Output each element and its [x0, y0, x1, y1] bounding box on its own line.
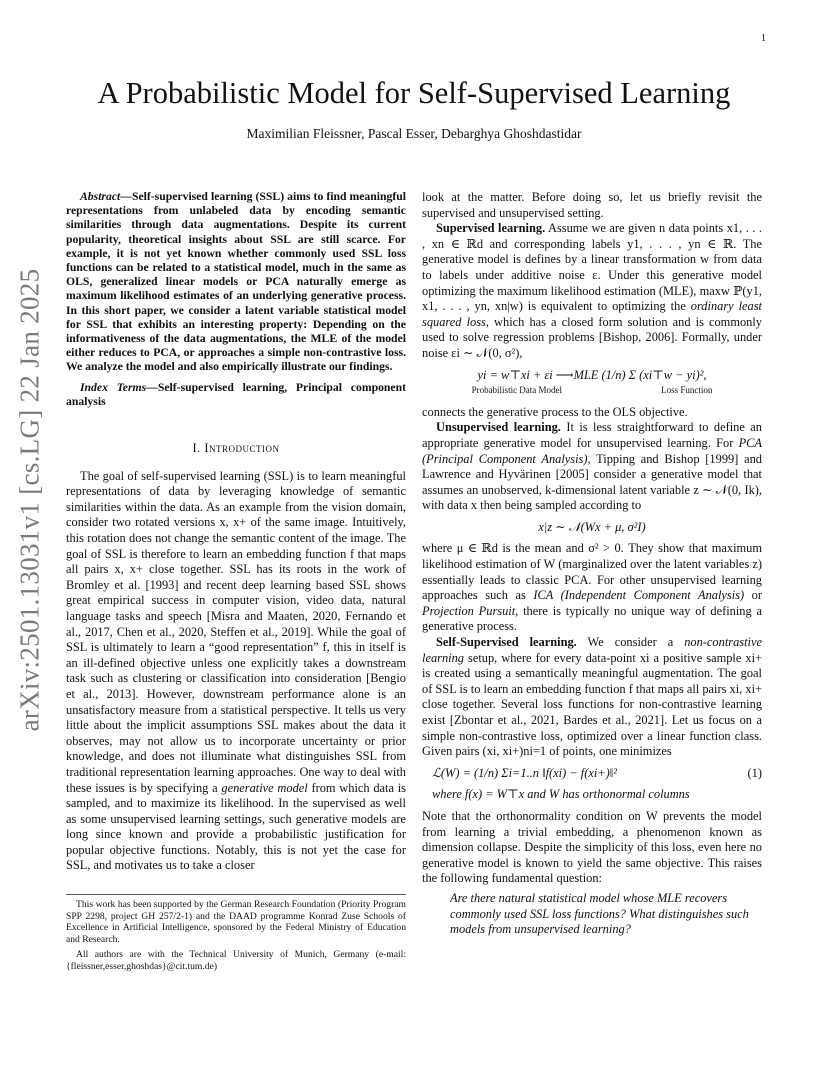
index-terms	[66, 381, 406, 409]
section-heading-introduction: I. Introduction	[192, 441, 280, 456]
supervised-text-b: , which has a closed form solution and is commonly used to solve regression problems [Bishop, 2006]. Formally, under noise εi ∼ 𝒩(0, σ²),	[422, 314, 762, 360]
abstract	[66, 190, 406, 375]
unsupervised-emphasis: PCA (Principal Component Analysis)	[422, 435, 762, 466]
supervised-emphasis: ordinary least squared loss	[422, 299, 762, 329]
ssl-text-a: We consider a	[576, 635, 685, 650]
intro-text-a: The goal of self-supervised learning (SSL) is to learn meaningful representations of data by leveraging knowledge of semantic similarities within the data. As an example from the vision domain, consider two rotated versions x, x+ of the same image. Intuitively, this rotation does not change the semantic content of the image. The goal of SSL is therefore to learn an embedding function f that maps all pairs x, x+ close together. SSL has its roots in the work of Bromley et al. [1993] and recent deep learning based SSL shows great empirical success in computer vision, video data, natural language tasks and speech [Misra and Maaten, 2020, Fernando et al., 2017, Chen et al., 2020, Steffen et al., 2019]. While the goal of SSL is ultimately to learn a “good representation” f, this in itself is an ill-defined objective unless one explicitly takes a downstream task such as clustering or classification into consideration [Bengio et al., 2013]. However, downstream performance alone is an unsatisfactory measure from a statistical perspective. It tells us very little about the implicit assumptions SSL makes about the data it observes, may not allow us to incorporate uncertainty or prior knowledge, and does not illuminate what distinguishes SSL from traditional representation learning approaches. One way to deal with these issues is by specifying a	[66, 468, 406, 795]
research-question: Are there natural statistical model whose MLE recovers commonly used SSL loss functions? What distinguishes such models from unsupervised learning?	[450, 890, 749, 937]
equation-ols	[422, 368, 762, 399]
equation-ols-formula: yi = w⊤xi + εi ⟶MLE (1/n) Σ (xi⊤w − yi)²,	[477, 367, 707, 382]
supervised-paragraph	[422, 221, 762, 361]
after-ols-text: connects the generative process to the OLS objective.	[422, 404, 688, 419]
index-terms-text: Self-supervised learning, Principal component analysis	[66, 380, 406, 408]
ssl-text-b: setup, where for every data-point xi a positive sample xi+ is created using a semantically meaningful augmentation. The goal of SSL is to learn an embedding function f that maps all pairs xi, xi+ close together. Several loss functions for non-contrastive learning exist [Zbontar et al., 2021, Bardes et al., 2021]. Let us focus on a simple non-contrastive loss, optimized over a linear function class. Given pairs (xi, xi+)ni=1 of points, one minimizes	[422, 650, 762, 759]
intro-text-b: from which data is sampled, and to maximize its likelihood. In the supervised as well as some unsupervised learning settings, such generative models are long since known and provide a probabilistic justification for popular objective functions. Notably, this is not yet the case for SSL, and motivates us to take a closer	[66, 780, 406, 873]
arxiv-identifier	[10, 240, 50, 760]
equation-loss	[422, 766, 762, 782]
paper-title: A Probabilistic Model for Self-Supervised Learning	[97, 76, 731, 110]
page-number: 1	[761, 33, 766, 44]
after-pca-text-b: , there is typically no unique way of defining a generative process.	[422, 603, 762, 634]
equation-ols-right-label: Loss Function	[661, 385, 713, 396]
ssl-heading: Self-Supervised learning.	[436, 635, 577, 650]
after-pca-emphasis-ica: ICA (Independent Component Analysis)	[533, 588, 745, 603]
intro-paragraph	[66, 469, 406, 874]
supervised-heading: Supervised learning.	[436, 221, 546, 236]
after-pca-text-a: where μ ∈ ℝd is the mean and σ² > 0. They show that maximum likelihood estimation of W (marginalized over the latent variables z) essentially leads to classic PCA. For other unsupervised learning approaches such as	[422, 541, 762, 603]
unsupervised-paragraph	[422, 420, 762, 514]
arxiv-identifier-text: arXiv:2501.13031v1 [cs.LG] 22 Jan 2025	[14, 268, 45, 732]
equation-where: where f(x) = W⊤x and W has orthonormal columns	[432, 787, 690, 802]
footnote-affiliation: All authors are with the Technical University of Munich, Germany (e-mail: {fleissner,esser,ghoshdas}@cit.tum.de)	[66, 949, 406, 973]
unsupervised-text-b: , Tipping and Bishop [1999] and Lawrence and Hyvärinen [2005] consider a generative model that assumes an unobserved, k-dimensional latent variable z ∼ 𝒩(0, Ik), with data x then being sampled according to	[422, 451, 762, 513]
equation-loss-formula: ℒ(W) = (1/n) Σi=1..n ‖f(xi) − f(xi+)‖²	[432, 765, 617, 780]
abstract-label: Abstract—	[80, 190, 132, 203]
after-pca-paragraph	[422, 541, 762, 635]
unsupervised-heading: Unsupervised learning.	[436, 420, 561, 435]
footnote-funding: This work has been supported by the German Research Foundation (Priority Program SPP 2298, project GH 257/2-1) and the DAAD programme Konrad Zuse Schools of Excellence in Artificial Intelligence, sponsored by the Federal Ministry of Education and Research.	[66, 899, 406, 945]
after-pca-emphasis-pp: Projection Pursuit	[422, 603, 516, 618]
equation-number: (1)	[747, 765, 762, 780]
ssl-paragraph	[422, 635, 762, 760]
footnote-rule	[66, 894, 406, 895]
left-column	[66, 190, 406, 973]
index-terms-label: Index Terms—	[80, 380, 158, 394]
equation-ols-left-label: Probabilistic Data Model	[471, 385, 563, 396]
right-column	[422, 190, 762, 938]
intro-emphasis: generative model	[221, 780, 308, 795]
after-pca-text-mid: or	[744, 588, 763, 603]
equation-pca: x|z ∼ 𝒩(Wx + μ, σ²I)	[538, 519, 646, 534]
paper-authors: Maximilian Fleissner, Pascal Esser, Debarghya Ghoshdastidar	[246, 126, 582, 141]
final-paragraph: Note that the orthonormality condition on W prevents the model from learning a trivial embedding, a phenomenon known as dimension collapse. Despite the simplicity of this loss, even here no generative model is known to yield the same objective. This raises the following fundamental question:	[422, 808, 762, 886]
abstract-text: Self-supervised learning (SSL) aims to find meaningful representations from unlabeled data by encoding semantic similarities through data augmentations. Despite its current popularity, theoretical insights about SSL are still scarce. For example, it is not yet known whether commonly used SSL loss functions can be related to a statistical model, much in the same as OLS, generalized linear models or PCA naturally emerge as maximum likelihood estimates of an underlying generative process. In this short paper, we consider a latent variable statistical model for SSL that exhibits an interesting property: Depending on the informativeness of the data augmentations, the MLE of the model either reduces to PCA, or approaches a simple non-contrastive loss. We analyze the model and also empirically illustrate our findings.	[66, 190, 406, 374]
supervised-text-a: Assume we are given n data points x1, . . . , xn ∈ ℝd and corresponding labels y1, . . . , yn ∈ ℝ. The generative model is defines by a linear transformation w from data to labels under additive noise ε. Under this generative model optimizing the maximum likelihood estimation (MLE), maxw ℙ(y1, x1, . . . , yn, xn|w) is equivalent to optimizing the	[422, 221, 762, 314]
unsupervised-text-a: It is less straightforward to define an appropriate generative model for unsupervised learning. For	[422, 420, 763, 450]
continuation-text: look at the matter. Before doing so, let us briefly revisit the supervised and unsupervised setting.	[422, 190, 762, 220]
ssl-emphasis: non-contrastive learning	[422, 635, 762, 665]
